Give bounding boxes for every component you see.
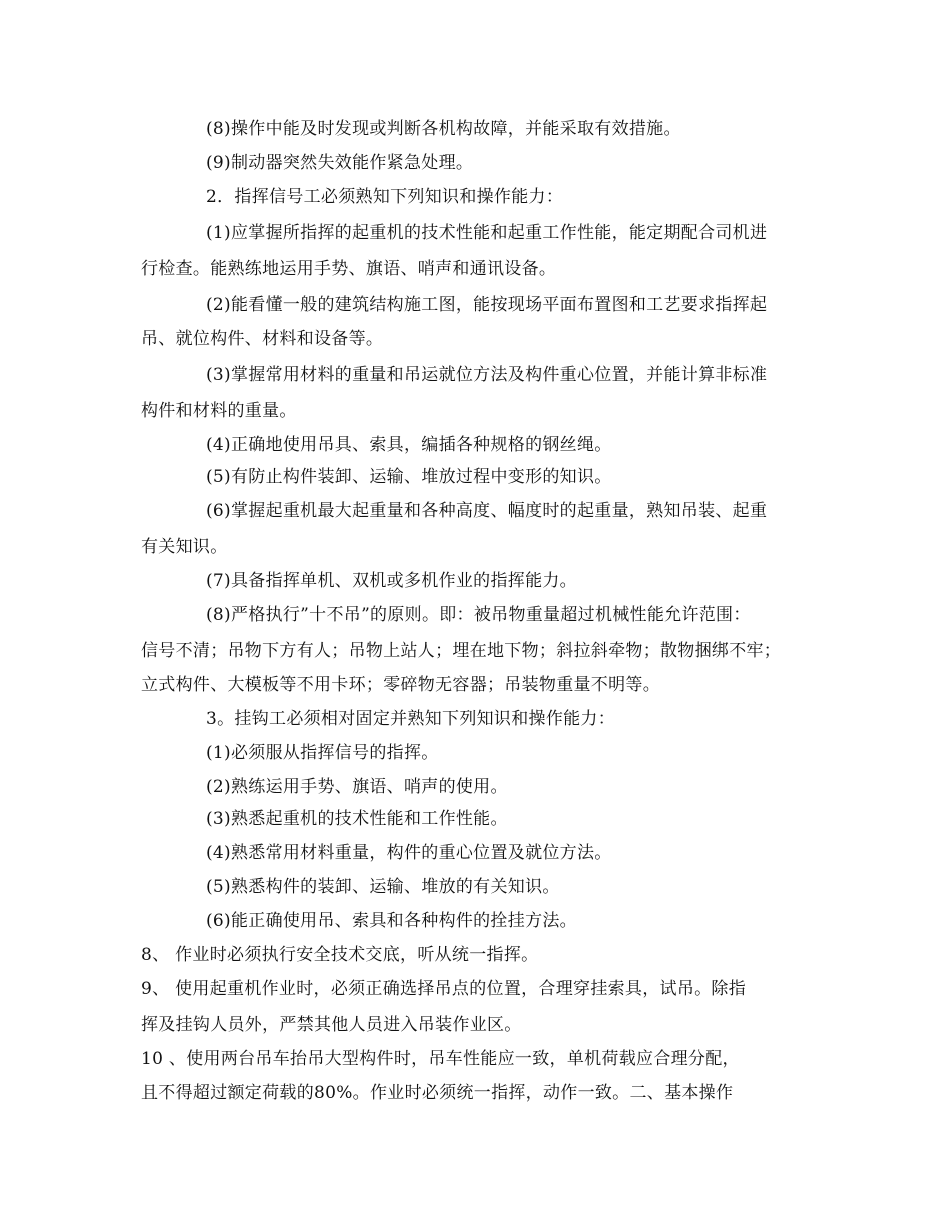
text-line: (6)能正确使用吊、索具和各种构件的拴挂方法。 bbox=[206, 911, 577, 931]
text-line: (2)能看懂一般的建筑结构施工图，能按现场平面布置图和工艺要求指挥起 bbox=[206, 295, 768, 315]
text-line: (8)严格执行”十不吊”的原则。即：被吊物重量超过机械性能允许范围： bbox=[206, 605, 751, 625]
text-line: (6)掌握起重机最大起重量和各种高度、幅度时的起重量，熟知吊装、起重 bbox=[206, 501, 768, 521]
text-line: (3)掌握常用材料的重量和吊运就位方法及构件重心位置，并能计算非标准 bbox=[206, 365, 768, 385]
text-line: 构件和材料的重量。 bbox=[141, 401, 297, 421]
text-line: (8)操作中能及时发现或判断各机构故障，并能采取有效措施。 bbox=[206, 119, 681, 139]
numbered-item: 8、 作业时必须执行安全技术交底，听从统一指挥。 bbox=[141, 945, 539, 965]
section-heading: 2．指挥信号工必须熟知下列知识和操作能力： bbox=[206, 187, 564, 207]
text-line: (2)熟练运用手势、旗语、哨声的使用。 bbox=[206, 777, 508, 797]
text-line: 信号不清；吊物下方有人；吊物上站人；埋在地下物；斜拉斜牵物；散物捆绑不牢； bbox=[141, 641, 782, 661]
text-line: 行检查。能熟练地运用手势、旗语、哨声和通讯设备。 bbox=[141, 259, 557, 279]
text-line: 挥及挂钩人员外，严禁其他人员进入吊装作业区。 bbox=[141, 1015, 522, 1035]
text-line: 立式构件、大模板等不用卡环；零碎物无容器；吊装物重量不明等。 bbox=[141, 675, 660, 695]
numbered-item: 9、 使用起重机作业时，必须正确选择吊点的位置，合理穿挂索具，试吊。除指 bbox=[141, 979, 747, 999]
text-line: 且不得超过额定荷载的80%。作业时必须统一指挥，动作一致。二、基本操作 bbox=[141, 1083, 734, 1103]
section-heading: 3。挂钩工必须相对固定并熟知下列知识和操作能力： bbox=[206, 709, 616, 729]
text-line: (4)正确地使用吊具、索具，编插各种规格的钢丝绳。 bbox=[206, 435, 612, 455]
text-line: 吊、就位构件、材料和设备等。 bbox=[141, 329, 384, 349]
text-line: (5)有防止构件装卸、运输、堆放过程中变形的知识。 bbox=[206, 467, 612, 487]
text-line: (1)应掌握所指挥的起重机的技术性能和起重工作性能，能定期配合司机进 bbox=[206, 223, 768, 243]
text-line: (5)熟悉构件的装卸、运输、堆放的有关知识。 bbox=[206, 877, 560, 897]
text-line: 有关知识。 bbox=[141, 537, 228, 557]
numbered-item: 10 、使用两台吊车抬吊大型构件时，吊车性能应一致，单机荷载应合理分配， bbox=[141, 1049, 740, 1069]
text-line: (4)熟悉常用材料重量，构件的重心位置及就位方法。 bbox=[206, 843, 612, 863]
text-line: (1)必须服从指挥信号的指挥。 bbox=[206, 743, 439, 763]
text-line: (9)制动器突然失效能作紧急处理。 bbox=[206, 153, 474, 173]
text-line: (7)具备指挥单机、双机或多机作业的指挥能力。 bbox=[206, 571, 577, 591]
text-line: (3)熟悉起重机的技术性能和工作性能。 bbox=[206, 809, 508, 829]
